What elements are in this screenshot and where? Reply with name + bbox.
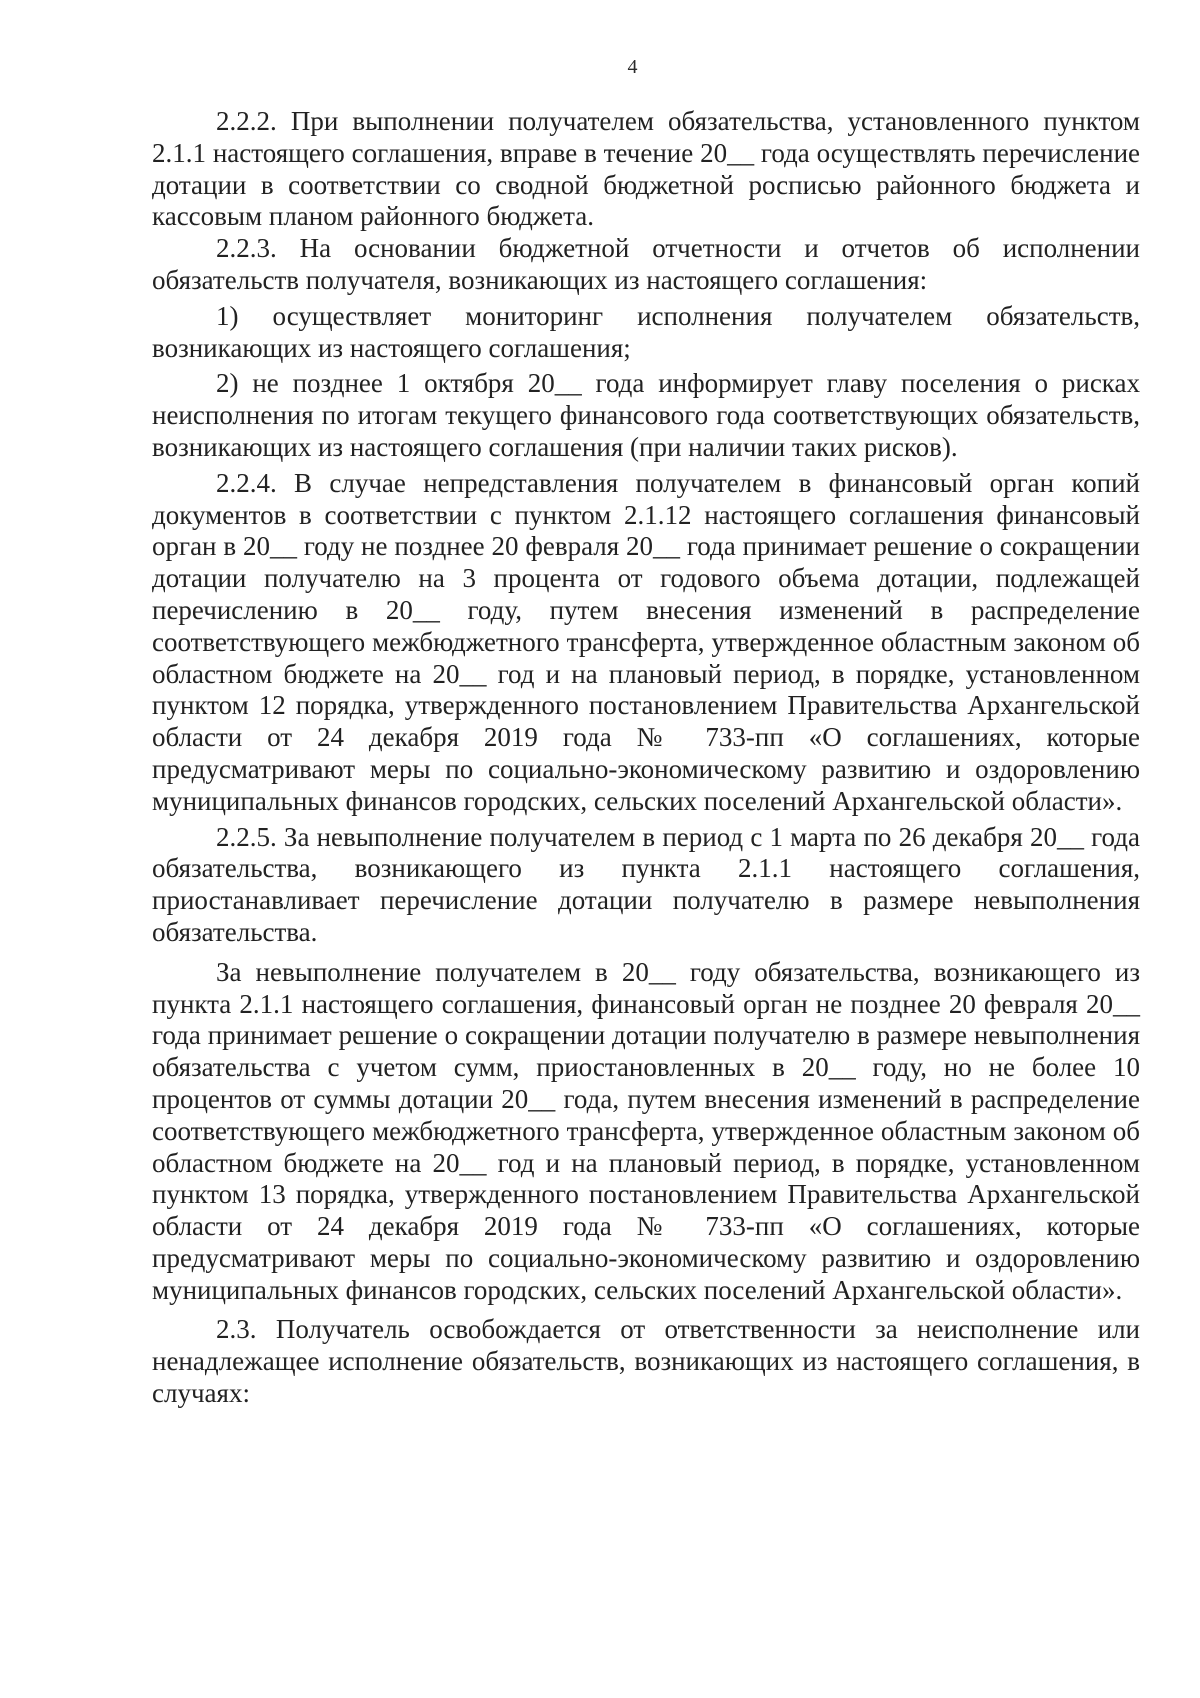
paragraph-2-2-5: 2.2.5. За невыполнение получателем в период с 1 марта по 26 декабря 20__ года обязательства, возникающего из пункта 2.1.1 настоящего соглашения, приостанавливает перечисление дотации получателю в размере невыполнения обязательства. [152, 821, 1140, 947]
page-number: 4 [627, 56, 638, 78]
paragraph-2-2-3: 2.2.3. На основании бюджетной отчетности и отчетов об исполнении обязательств получателя, возникающих из настоящего соглашения: [152, 233, 1140, 295]
paragraph-2-3: 2.3. Получатель освобождается от ответственности за неисполнение или ненадлежащее исполнение обязательств, возникающих из настоящего соглашения, в случаях: [152, 1314, 1140, 1409]
paragraph-penalty: За невыполнение получателем в 20__ году обязательства, возникающего из пункта 2.1.1 настоящего соглашения, финансовый орган не позднее 20 февраля 20__ года принимает решение о сокращении дотации получателю в размере невыполнения обязательства с учетом сумм, приостановленных в 20__ году, но не более 10 процентов от суммы дотации 20__ года, путем внесения изменений в распределение соответствующего межбюджетного трансферта, утвержденное областным законом об областном бюджете на 20__ год и на плановый период, в порядке, установленном пунктом 13 порядка, утвержденного постановлением Правительства Архангельской области от 24 декабря 2019 года № 733-пп «О соглашениях, которые предусматривают меры по социально-экономическому развитию и оздоровлению муниципальных финансов городских, сельских поселений Архангельской области». [152, 956, 1140, 1305]
paragraph-item-2: 2) не позднее 1 октября 20__ года информирует главу поселения о рисках неисполнения по итогам текущего финансового года соответствующих обязательств, возникающих из настоящего соглашения (при наличии таких рисков). [152, 368, 1140, 462]
paragraph-2-2-4: 2.2.4. В случае непредставления получателем в финансовый орган копий документов в соответствии с пунктом 2.1.12 настоящего соглашения финансовый орган в 20__ году не позднее 20 февраля 20__ года принимает решение о сокращении дотации получателю на 3 процента от годового объема дотации, подлежащей перечислению в 20__ году, путем внесения изменений в распределение соответствующего межбюджетного трансферта, утвержденное областным законом об областном бюджете на 20__ год и на плановый период, в порядке, установленном пунктом 12 порядка, утвержденного постановлением Правительства Архангельской области от 24 декабря 2019 года № 733-пп «О соглашениях, которые предусматривают меры по социально-экономическому развитию и оздоровлению муниципальных финансов городских, сельских поселений Архангельской области». [152, 467, 1140, 816]
paragraph-2-2-2: 2.2.2. При выполнении получателем обязательства, установленного пунктом 2.1.1 настоящего соглашения, вправе в течение 20__ года осуществлять перечисление дотации в соответствии со сводной бюджетной росписью районного бюджета и кассовым планом районного бюджета. [152, 106, 1140, 232]
paragraph-item-1: 1) осуществляет мониторинг исполнения получателем обязательств, возникающих из настоящего соглашения; [152, 300, 1140, 363]
document-body [152, 106, 1140, 1410]
